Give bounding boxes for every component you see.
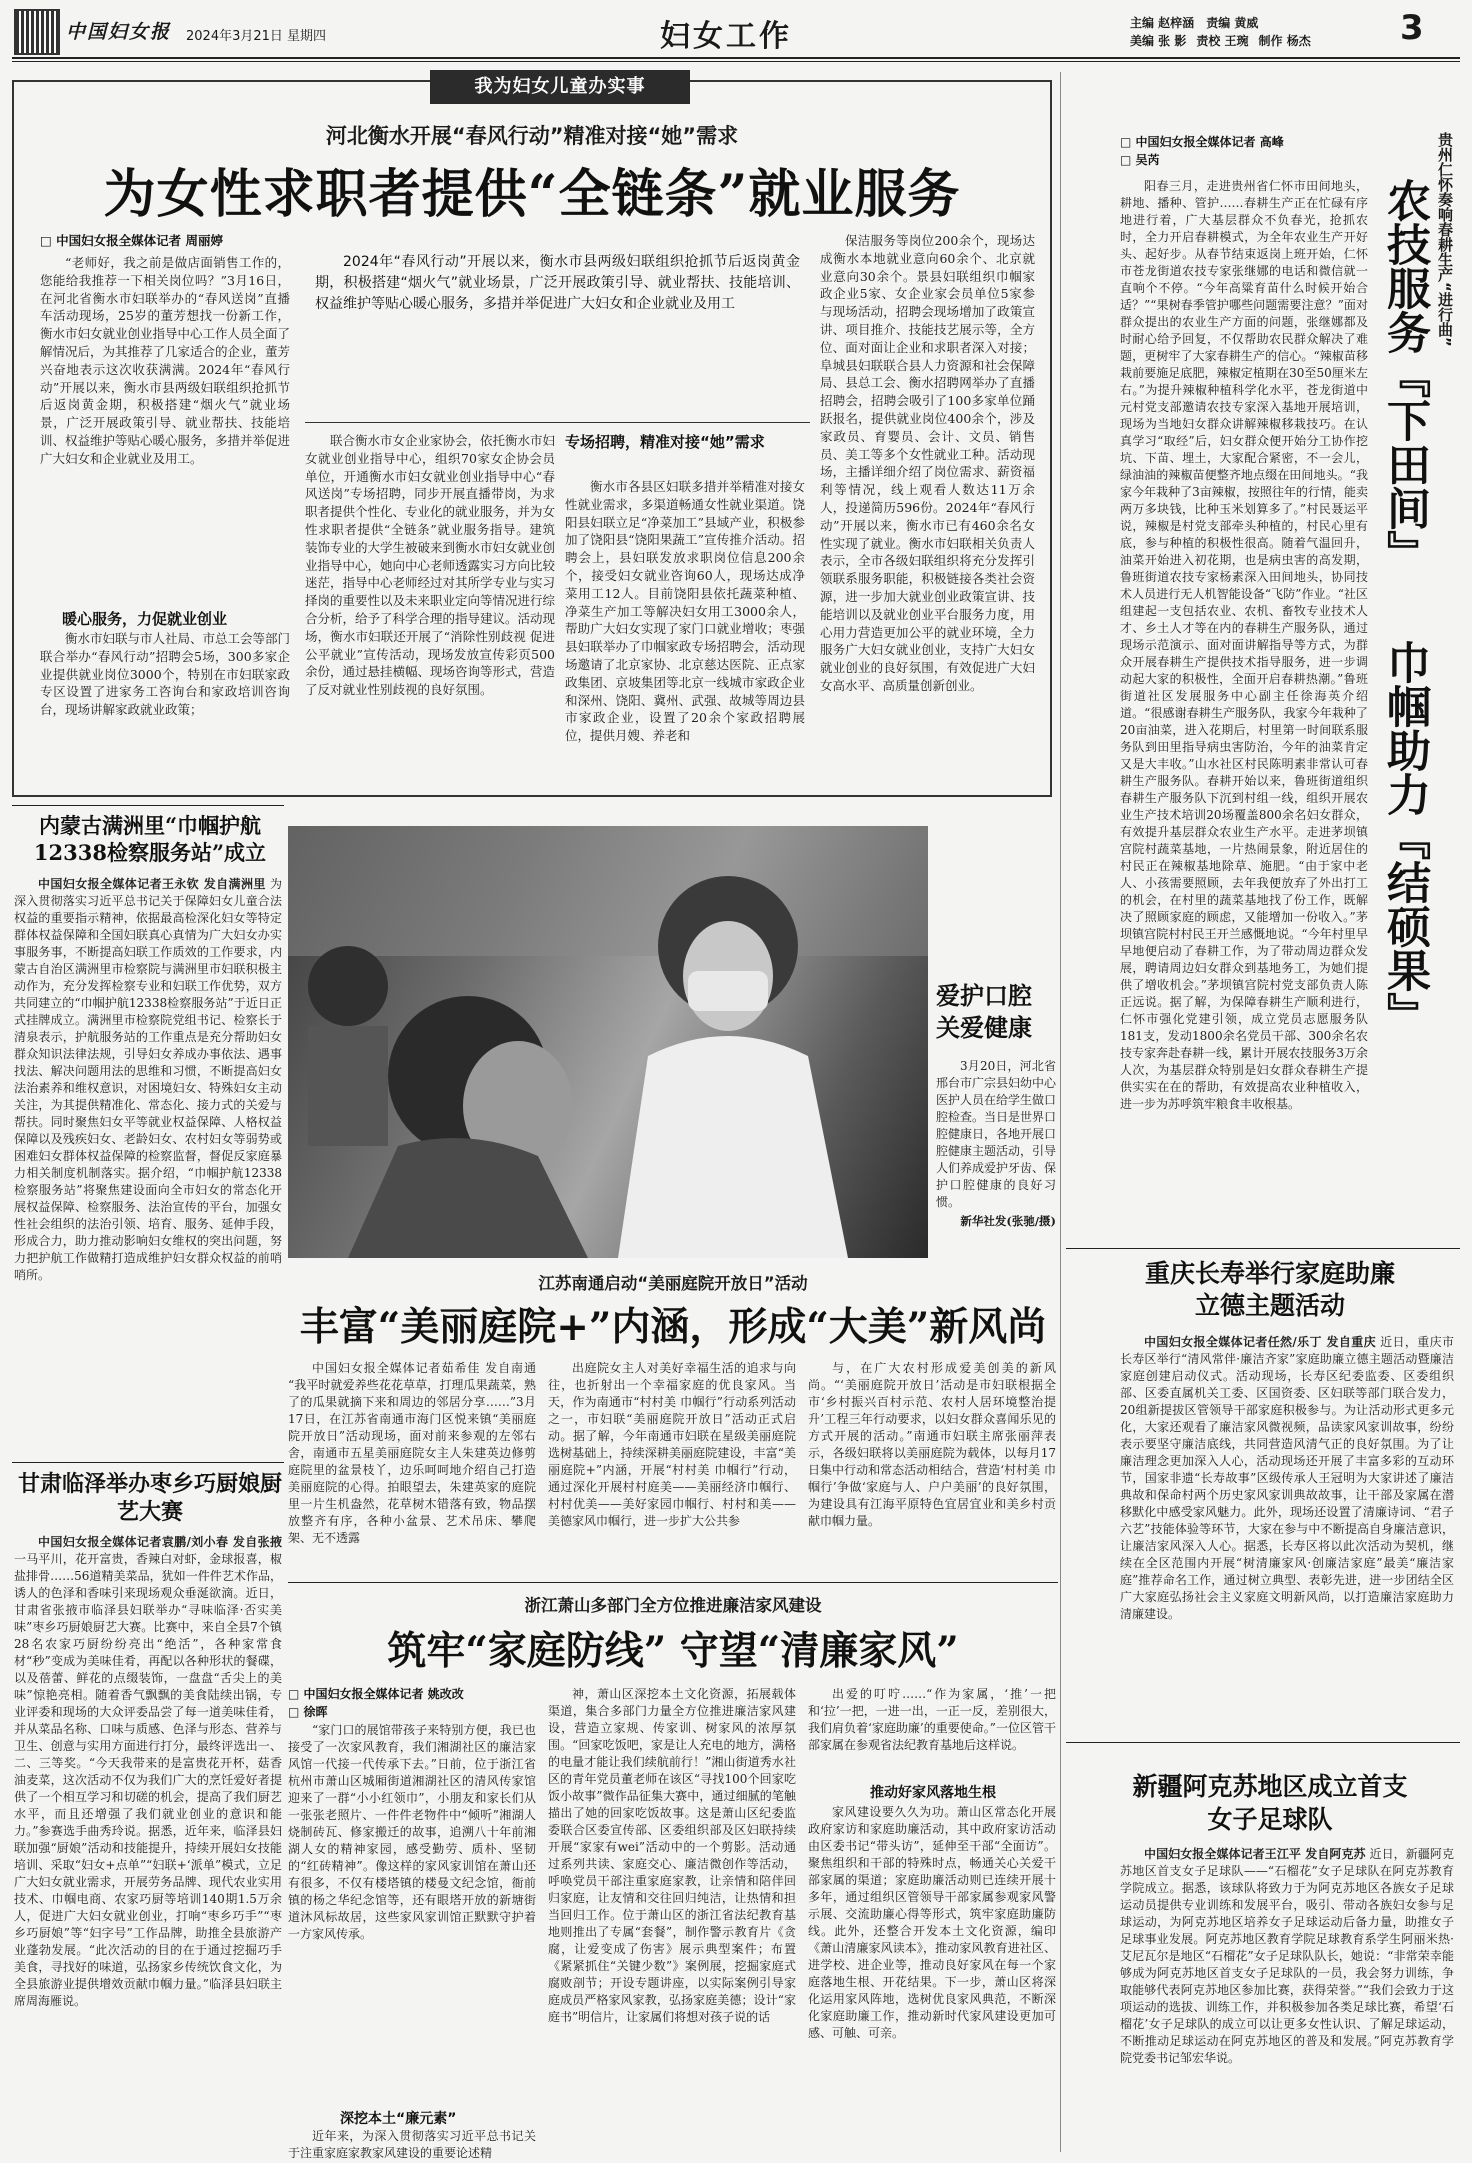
masthead-rule (12, 57, 1460, 59)
chongqing-byline: 中国妇女报全媒体记者任然/乐丁 发自重庆 (1144, 1335, 1376, 1349)
photo-caption-box (936, 980, 1056, 1229)
lead-banner: 我为妇女儿童办实事 (430, 70, 690, 104)
section-rule (12, 1462, 284, 1463)
editor-credits (1130, 14, 1390, 50)
xinjiang-headline: 新疆阿克苏地区成立首支女子足球队 (1132, 1772, 1408, 1834)
dental-checkup-illustration (288, 826, 928, 1258)
section-title: 妇女工作 (660, 19, 792, 54)
nantong-kicker: 江苏南通启动“美丽庭院开放日”活动 (538, 1274, 808, 1293)
xiaoshan-col1-subhead: 深挖本土“廉元素” (340, 2111, 457, 2127)
gansu-body: 中国妇女报全媒体记者袁鹏/刘小春 发自张掖 一马平川，花开富贵，香辣白对虾，金球报喜，椒盐排骨……56道精美菜品，犹如一件件艺术作品，诱人的色泽和香味引来现场观众垂涎欲滴。近日，甘肃省张掖市临泽县妇联举办“寻味临泽·否实美味”枣乡巧厨娘厨艺大赛。比赛中，来自全县7个镇28名农家巧厨纷纷亮出“绝活”，各种家常食材“秒”变成为美味佳肴，再配以各种形状的餐碟，以及蓓蕾、鲜花的点缀装饰，一盘盘“舌尖上的美味”惊艳亮相。随着香气飘飘的美食陆续出锅，专业评委和现场的大众评委品尝了每一道美味佳肴，并从菜品名称、口味与质感、色泽与形态、营养与卫生、创意与实用方面进行打分，最终评选出一、二、三等奖。“今天我带来的是富贵花开杯，菇香油麦菜，这次活动不仅为我们广大的烹饪爱好者提供了一个相互学习和切磋的机会，提高了我们厨艺水平，而且还增强了我们就业创业的意识和能力。”参赛选手曲秀玲说。据悉，近年来，临泽县妇联加强“厨娘”活动和技能提升，持续开展妇女技能培训、采取“妇女+点单”“妇联+‘派单”模式，立足广大妇女就业需求，开展劳务品牌、现代农业实用技术、巾帼电商、农家巧厨等培训140期1.5万余人，促进广大妇女就业创业，打响“枣乡巧手”“枣乡巧厨娘”等“妇字号”工作品牌，助推全县旅游产业蓬勃发展。“此次活动的目的在于通过挖掘巧手美食，寻找好的味道，弘扬家乡传统饮食文化，为全县旅游业提供增效贡献巾帼力量。”临泽县妇联主席周海雁说。 (14, 1535, 282, 2008)
editor-credit: 主编 赵梓涵 (1130, 16, 1195, 30)
lead-col3-subhead: 专场招聘，精准对接“她”需求 (565, 433, 765, 451)
gansu-headline: 甘肃临泽举办枣乡巧厨娘厨艺大赛 (17, 1471, 282, 1525)
xiaoshan-col1b: 近年来，为深入贯彻落实习近平总书记关于注重家庭家教家风建设的重要论述精 (288, 2129, 536, 2160)
editor-credit: 制作 杨杰 (1258, 34, 1311, 48)
section-rule (288, 1582, 1058, 1583)
photo-caption: 3月20日，河北省邢台市广宗县妇幼中心医护人员在给学生做口腔检查。当日是世界口腔健康日，各地开展口腔健康主题活动，引导人们养成爱护牙齿、保护口腔健康的良好习惯。 (936, 1059, 1056, 1209)
section-rule (1066, 1248, 1460, 1249)
nantong-col1: 中国妇女报全媒体记者茹希佳 发自南通 “我平时就爱养些花花草草，打理瓜果蔬菜，熟了的瓜果就摘下来和周边的邻居分享……”3月17日，在江苏省南通市海门区悦来镇“美丽庭院开放日”活动现场，面对前来参观的左邻右舍，南通市五星美丽庭院女主人朱建英边修剪庭院里的盆景枝丫，边乐呵呵地介绍自己打造美丽庭院的心得。拍眼望去，朱建英家的庭院里一片生机盎然，花草树木错落有致，物品摆放整齐有序，各种小盆景、艺术吊床、攀爬架、无不透露 (288, 1361, 536, 1545)
photo-credit: 新华社发(张驰/摄) (960, 1214, 1056, 1228)
xiaoshan-col3-subhead: 推动好家风落地生根 (870, 1785, 996, 1801)
xiaoshan-col3b: 家风建设要久久为功。萧山区常态化开展政府家访和家庭助廉活动，其中政府家访活动由区委书记“带头访”，延伸至干部“全面访”。聚焦组织和干部的特殊时点，畅通关心关爱干部家属的渠道；家庭助廉活动则已连续开展十多年，通过组织区管领导干部家属参观家风警示展、交流助廉心得等形式，筑牢家庭助廉防线。此外，还整合开发本土文化资源，编印《萧山清廉家风读本》，推动家风教育进社区、进学校、进企业等，推动良好家风在每一个家庭落地生根、开花结果。下一步，萧山区将深化运用家风阵地，选树优良家风典范，不断深化家庭助廉工作，推动新时代家风建设更加可感、可触、可亲。 (808, 1805, 1056, 2040)
news-photo (288, 826, 928, 1258)
xiaoshan-kicker: 浙江萧山多部门全方位推进廉洁家风建设 (524, 1596, 822, 1615)
side-headline-1: 农技服务『下田间』 (1379, 178, 1430, 574)
lead-col1: “老师好，我之前是做店面销售工作的，您能给我推荐一下相关岗位吗？”3月16日，在河北省衡水市妇联举办的“春风送岗”直播车活动现场，25岁的董芳想找一份新工作，衡水市妇女就业创业指导中心工作人员全面了解情况后，为其推荐了几家适合的企业，董芳兴奋地表示这次收获满满。2024年“春风行动”开展以来，衡水市县两级妇联组织抢抓节后返岗黄金期，积极搭建“烟火气”就业场景，广泛开展政策引导、就业帮扶、技能培训、权益维护等贴心暖心服务，多措并举促进广大妇女和企业就业及用工。 (40, 255, 290, 466)
xiaoshan-byline: □ 中国妇女报全媒体记者 姚改改 □ 徐晖 (288, 1687, 464, 1719)
lead-kicker: 河北衡水开展“春风行动”精准对接“她”需求 (325, 124, 739, 148)
column-divider (1060, 72, 1061, 2152)
page-number: 3 (1400, 8, 1424, 48)
neimenggu-body: 中国妇女报全媒体记者王永钦 发自满洲里 为深入贯彻落实习近平总书记关于保障妇女儿童合法权益的重要指示精神，依据最高检深化妇女等特定群体权益保障和全国妇联真心真情为广大妇女办实事服务事，不断提高妇联工作质效的工作要求，内蒙古自治区满洲里市检察院与满洲里市妇联积极主动作为，充分发挥检察专业和妇联工作优势，双方共同建立的“巾帼护航12338检察服务站”于近日正式挂牌成立。满洲里市检察院党组书记、检察长于清泉表示，护航服务站的工作重点是充分帮助妇女群众知识法律法规，引导妇女养成办事依法、遇事找法、解决问题用法的思维和习惯，不断提高妇女法治素养和维权意识，对困境妇女、特殊妇女主动关注，为其提供精准化、常态化、接力式的关爱与帮扶。同时聚焦妇女平等就业权益保障、人格权益保障以及残疾妇女、老龄妇女、农村妇女等弱势或困难妇女群体权益保障的检察监督，督促反家庭暴力相关制度机制落实。据介绍，“巾帼护航12338检察服务站”将聚焦建设面向全市妇女的常态化开展权益保障、检察服务、法治宣传的平台，加强女性社会组织的法治引领、培育、服务、延伸手段，形成合力，助力推动影响妇女维权的突出问题，努力把护航工作做精打造成维护妇女群众权益的前哨哨所。 (14, 877, 282, 1282)
photo-title: 爱护口腔 关爱健康 (936, 981, 1032, 1042)
side-kicker: 贵州仁怀奏响春耕生产“进行曲” (1436, 132, 1454, 347)
lead-col3: 衡水市各县区妇联多措并举精准对接女性就业需求，多渠道畅通女性就业渠道。饶阳县妇联立足“净菜加工”县域产业，积极参加了饶阳县“饶阳果蔬工”宣传推介活动。招聘会上，县妇联发放求职岗位信息200余个，接受妇女就业咨询60人，现场达成净菜用工12人。目前饶阳县依托蔬菜种植、净菜生产加工等解决妇女用工3000余人，帮助广大妇女实现了家门口就业增收；枣强县妇联举办了巾帼家政专场招聘会，活动现场邀请了北京家协、北京慈达医院、正点家政集团、京坡集团等北京一线城市家政企业和深州、饶阳、冀州、武强、故城等周边县市家政企业，设置了20余个家政招聘展位，提供月嫂、养老和 (565, 479, 805, 744)
editor-credit: 美编 张 影 (1130, 34, 1187, 48)
qr-code-icon (14, 9, 60, 55)
lead-col1b: 衡水市妇联与市人社局、市总工会等部门联合举办“春风行动”招聘会5场，300多家企业提供就业岗位3000个，特别在市妇联家政专区设置了进家务工咨询台和家政培训咨询台，现场讲解家政就业政策； (40, 631, 290, 718)
newspaper-logo: 中国妇女报 (66, 21, 172, 43)
gansu-byline: 中国妇女报全媒体记者袁鹏/刘小春 发自张掖 (38, 1535, 282, 1549)
lead-col2: 联合衡水市女企业家协会，依托衡水市妇女就业创业指导中心，组织70家女企协会员单位，开通衡水市妇女就业创业指导中心“春风送岗”专场招聘，同步开展直播带岗，为求职者提供个性化、专业化的就业服务，并为女性求职者提供“全链条”就业服务指导。建筑装饰专业的大学生被破来到衡水市妇女就业创业指导中心，她向中心老师透露实习方向比较迷茫，指导中心老师经过对其所学专业与实习择岗的重要性以及未来职业定向等情况进行综合分析，给予了科学合理的指导建议。活动现场，衡水市妇联还开展了“消除性别歧视 促进公平就业”宣传活动，现场发放宣传彩页500余份，通过悬挂横幅、现场咨询等形式，营造了反对就业性别歧视的良好氛围。 (305, 433, 555, 698)
lead-byline: □ 中国妇女报全媒体记者 周丽婷 (40, 233, 224, 248)
chongqing-headline: 重庆长寿举行家庭助廉立德主题活动 (1144, 1259, 1395, 1320)
nantong-col3: 与，在广大农村形成爱美创美的新风尚。“‘美丽庭院开放日’活动是市妇联根据全市‘乡村振兴百村示范、农村人居环境整治提升’工程三年行动要求，以妇女群众喜闻乐见的方式开展的活动。”南通市妇联主席张丽萍表示，各级妇联将以美丽庭院为载体，以每月17日集中行动和常态活动相结合，营造‘村村美 巾帼行’争做‘家庭与人、户户美丽’的良好氛围，为建设具有江海平原特色宜居宜业和美乡村贡献巾帼力量。 (808, 1361, 1056, 1528)
chongqing-body: 中国妇女报全媒体记者任然/乐丁 发自重庆 近日，重庆市长寿区举行“清风常伴·廉洁齐家”家庭助廉立德主题活动暨廉洁家庭创建启动仪式。活动现场，长寿区纪委监委、区委组织部、区委直属机关工委、区国资委、区妇联等部门联合发力，20组新提拔区管领导干部家庭积极参与。为让活动形式更多元化，大家还观看了廉洁家风微视频，品读家风家训故事，纷纷表示要坚守廉洁底线，共同营造风清气正的良好氛围。为了让廉洁理念更加深入人心，活动现场还开展了丰富多彩的互动环节，国家非遗“长寿故事”区级传承人王冠明为大家讲述了廉洁典故和保命村两个历史家风家训典故故事，让干部及家属在潜移默化中感受家风魅力。此外，现场还设置了清廉诗词、“君子六艺”技能体验等环节，大家在参与中不断提高自身廉洁意识，让廉洁家风深入人心。据悉，长寿区将以此次活动为契机，继续在全区范围内开展“树清廉家风·创廉洁家庭”最美“廉洁家庭”推荐命名工作，通过树立典型、表彰先进，进一步团结全区广大家庭弘扬社会主义家庭文明新风尚，以打造廉洁家庭助力清廉建设。 (1120, 1335, 1454, 1621)
nantong-headline: 丰富“美丽庭院+”内涵，形成“大美”新风尚 (299, 1304, 1047, 1350)
editor-credit: 责校 王琬 (1196, 34, 1249, 48)
section-rule (12, 805, 284, 806)
lead-headline: 为女性求职者提供“全链条”就业服务 (103, 164, 961, 225)
neimenggu-headline: 内蒙古满洲里“巾帼护航12338检察服务站”成立 (33, 813, 267, 865)
xiaoshan-col3: 出爱的叮咛……“作为家属，‘推’一把和‘拉’一把，一进一出，一正一反，差别很大，我们肩负着‘家庭助廉’的重要使命。”一位区管干部家属在参观省法纪教育基地后这样说。 (808, 1687, 1056, 1752)
side-headline-2: 巾帼助力『结硕果』 (1379, 640, 1430, 1036)
xiaoshan-headline: 筑牢“家庭防线” 守望“清廉家风” (387, 1628, 959, 1674)
editor-credit: 责编 黄威 (1206, 16, 1259, 30)
masthead (0, 0, 1472, 62)
xinjiang-byline: 中国妇女报全媒体记者王江平 发自阿克苏 (1144, 1847, 1366, 1861)
nantong-col2: 出庭院女主人对美好幸福生活的追求与向往，也折射出一个幸福家庭的优良家风。当天，作为南通市“村村美 巾帼行”行动系列活动之一，市妇联“美丽庭院开放日”活动正式启动。据了解，今年南通市妇联在星级美丽庭院选树基础上，持续深耕美丽庭院建设，丰富“美丽庭院+”内涵，开展“村村美 巾帼行”行动，通过深化开展村村庭美——美丽经济巾帼行、村村优美——美好家园巾帼行、村村和美——美德家风巾帼行，进一步扩大公共参 (548, 1361, 796, 1528)
side-byline: □ 中国妇女报全媒体记者 高峰 □ 吴芮 (1120, 135, 1284, 167)
lead-col1-subhead: 暖心服务，力促就业创业 (62, 610, 228, 628)
xiaoshan-col2: 神，萧山区深挖本土文化资源，拓展载体渠道，集合多部门力量全方位推进廉洁家风建设，营造立家规、传家训、树家风的浓厚氛围。“回家吃饭吧，家是让人充电的地方，满格的电量才能让我们续航前行！”湘山街道秀水社区的青年党员董老师在该区“寻找100个回家吃饭小故事”微作品征集大赛中，通过细腻的笔触描出了她的回家吃饭故事。这是萧山区纪委监委联合区委宣传部、区委组织部及区妇联持续开展“家家有wei”活动中的一个剪影。活动通过系列共读、家庭交心、廉洁微创作等活动，呼唤党员干部注重家庭家教，让亲情和陪伴回归家庭，让友情和交往回归纯洁，让热情和担当回归工作。位于萧山区的浙江省法纪教育基地则推出了专属“套餐”，制作警示教育片《贪腐，让爱变成了伤害》展示典型案件；布置《紧紧抓住“关键少数”》案例展，挖掘家庭式腐败剖节；开设专题讲座，以实际案例引导家庭成员严格家风家教，弘扬家庭美德；设计“家庭书”明信片，让家属们将想对孩子说的话 (548, 1687, 796, 2024)
lead-col4: 保洁服务等岗位200余个，现场达成衡水本地就业意向60余个、北京就业意向30余个。景县妇联组织巾帼家政企业5家、女企业家会员单位5家参与现场活动，招聘会现场增加了政策宣讲、项目推介、技能技艺展示等，全方位、面对面让企业和求职者深入对接；阜城县妇联联合县人力资源和社会保障局、县总工会、衡水招聘网举办了直播招聘会，招聘会吸引了100多家单位踊跃报名，提供就业岗位400余个，涉及家政员、育婴员、会计、文员、销售员、美工等多个女性就业工种。活动现场，主播详细介绍了岗位需求、薪资福利等情况，线上观看人数达11万余人，投递简历596份。2024年“春风行动”开展以来，衡水市已有460余名女性实现了就业。衡水市妇联相关负责人表示，全市各级妇联组织将充分发挥引领联系服务职能，积极链接各类社会资源，进一步加大就业创业政策宣讲、技能培训以及就业创业平台服务力度，用心用力营造更加公平的就业环境，全力服务广大妇女就业创业，支持广大妇女就业创业的良好氛围，有效促进广大妇女高水平、高质量创新创业。 (820, 233, 1035, 693)
lead-summary-box: 2024年“春风行动”开展以来，衡水市县两级妇联组织抢抓节后返岗黄金期，积极搭建“烟火气”就业场景，广泛开展政策引导、就业帮扶、技能培训、权益维护等贴心暖心服务，多措并举促进广大妇女和企业就业及用工 (305, 232, 810, 423)
issue-date: 2024年3月21日 星期四 (186, 29, 327, 44)
section-rule (1066, 1742, 1460, 1743)
masthead-thin-rule (12, 61, 1460, 62)
xiaoshan-col1: “家门口的展馆带孩子来特别方便，我已也接受了一次家风教育，我们湘湖社区的廉洁家风馆一代接一代传承下去。”日前，位于浙江省杭州市萧山区城厢街道湘湖社区的清风传家馆迎来了一群“小小红领巾”，小朋友和家长们从一张张老照片、一件件老物件中“倾听”湘湖人烧制砖瓦、修家搬迁的故事，追溯八十年前湘湖人女的精神家园，感受勤劳、质朴、坚韧的“红砖精神”。像这样的家风家训馆在萧山还有很多，不仅有楼塔镇的楼曼文纪念馆，衙前镇的杨之华纪念馆等，还有眼塔开放的新塘街道沐风标故居，这些家风家训馆正默默守护着一方家风传承。 (288, 1723, 536, 1941)
xinjiang-body: 中国妇女报全媒体记者王江平 发自阿克苏 近日，新疆阿克苏地区首支女子足球队——“石榴花”女子足球队在阿克苏教育学院成立。据悉，该球队将致力于为阿克苏地区各族女子足球运动员提供专业训练和发展平台，吸引、带动各族妇女参与足球运动，为阿克苏地区培养女子足球运动后备力量，助推女子足球事业发展。阿克苏地区教育学院足球教育系学生阿丽米热·艾尼瓦尔是地区“石榴花”女子足球队队长，她说：“非常荣幸能够成为阿克苏地区首支女子足球队的一员，我会努力训练，争取能够代表阿克苏地区参加比赛，获得荣誉。”“我们会致力于这项运动的选拔、训练工作，并积极参加各类足球比赛，希望‘石榴花’女子足球队的成立可以让更多女性认识、了解足球运动，不断推动足球运动在阿克苏地区的普及和发展。”阿克苏教育学院党委书记邹宏华说。 (1120, 1847, 1454, 2065)
side-body: 阳春三月，走进贵州省仁怀市田间地头，耕地、播种、管护……春耕生产正在忙碌有序地进行着，广大基层群众不负春光，抢抓农时，全力开启春耕模式，为全年农业生产开好头、起好步。从春节结束返岗上班开始，仁怀市苍龙街道农技专家张继娜的电话和微信就一直响个不停。“今年高粱育苗什么时候开始合适？”“果树春季管护哪些问题需要注意？”面对群众提出的农业生产方面的问题，张继娜都及时耐心给予回复，不仅帮助农民群众解决了难题，更树牢了大家春耕生产的信心。“辣椒苗移栽前要施足底肥，辣椒定植期在30至50厘米左右。”为提升辣椒种植科学化水平，苍龙街道中元村党支部邀请农技专家深入基地开展培训，现场为当地妇女群众讲解辣椒移栽技巧。在认真学习“取经”后，妇女群众便开始分工协作挖坑、下苗、埋土，大家配合紧密，不一会儿，绿油油的辣椒苗便整齐地点缀在田间地头。“我家今年栽种了3亩辣椒，按照往年的行情，能卖两万多块钱，比种玉米划算多了。”村民聂运平说，辣椒是村党支部牵头种植的，村民心里有底，参与种植的积极性很高。随着气温回升，油菜开始进入初花期，也是病虫害的高发期，鲁班街道农技专家杨素深入田间地头，协同技术人员进行无人机智能设备“飞防”作业。“社区组建起一支包括农业、农机、畜牧专业技术人才、乡土人才等在内的春耕生产服务队，通过现场示范演示、面对面讲解指导等方式，为群众开展春耕生产提供技术指导服务，进一步调动起大家的积极性，全面开启春耕热潮。”鲁班街道社区发展服务中心副主任徐海英介绍道。“很感谢春耕生产服务队，我家今年栽种了20亩油菜，进入花期后，村里第一时间联系服务队到田里指导病虫害防治，今年的油菜肯定又是大丰收。”山水社区村民陈明素非常认可春耕生产服务队。春耕开始以来，鲁班街道组织春耕生产服务队下沉到村组一线，组织开展农业生产技术培训20场覆盖800余名妇女群众，有效提升基层群众农业生产水平。走进茅坝镇宫院村蔬菜基地，一片热闹景象，附近居住的村民正在辣椒基地除草、施肥。“由于家中老人、小孩需要照顾，去年我便放弃了外出打工的机会，在村里的蔬菜基地找了份工作，既解决了照顾家庭的顾虑，又能增加一份收入。”茅坝镇宫院村村民王开兰感慨地说。“今年村里早早地便启动了春耕工作，为了带动周边群众发展，聘请周边妇女群众到基地务工，为她们提供了增收机会。”茅坝镇宫院村党支部负责人陈正远说。据了解，为保障春耕生产顺利进行，仁怀市强化党建引领，成立党员志愿服务队181支，发动1800余名党员干部、300余名农技专家奔赴春耕一线，累计开展农技服务3万余人次，为基层群众特别是妇女群众春耕生产提供实实在在的帮助，有效提高农业种植收入，进一步为苏呼筑牢粮食丰收根基。 (1120, 179, 1368, 1111)
neimenggu-byline: 中国妇女报全媒体记者王永钦 发自满洲里 (38, 877, 266, 891)
